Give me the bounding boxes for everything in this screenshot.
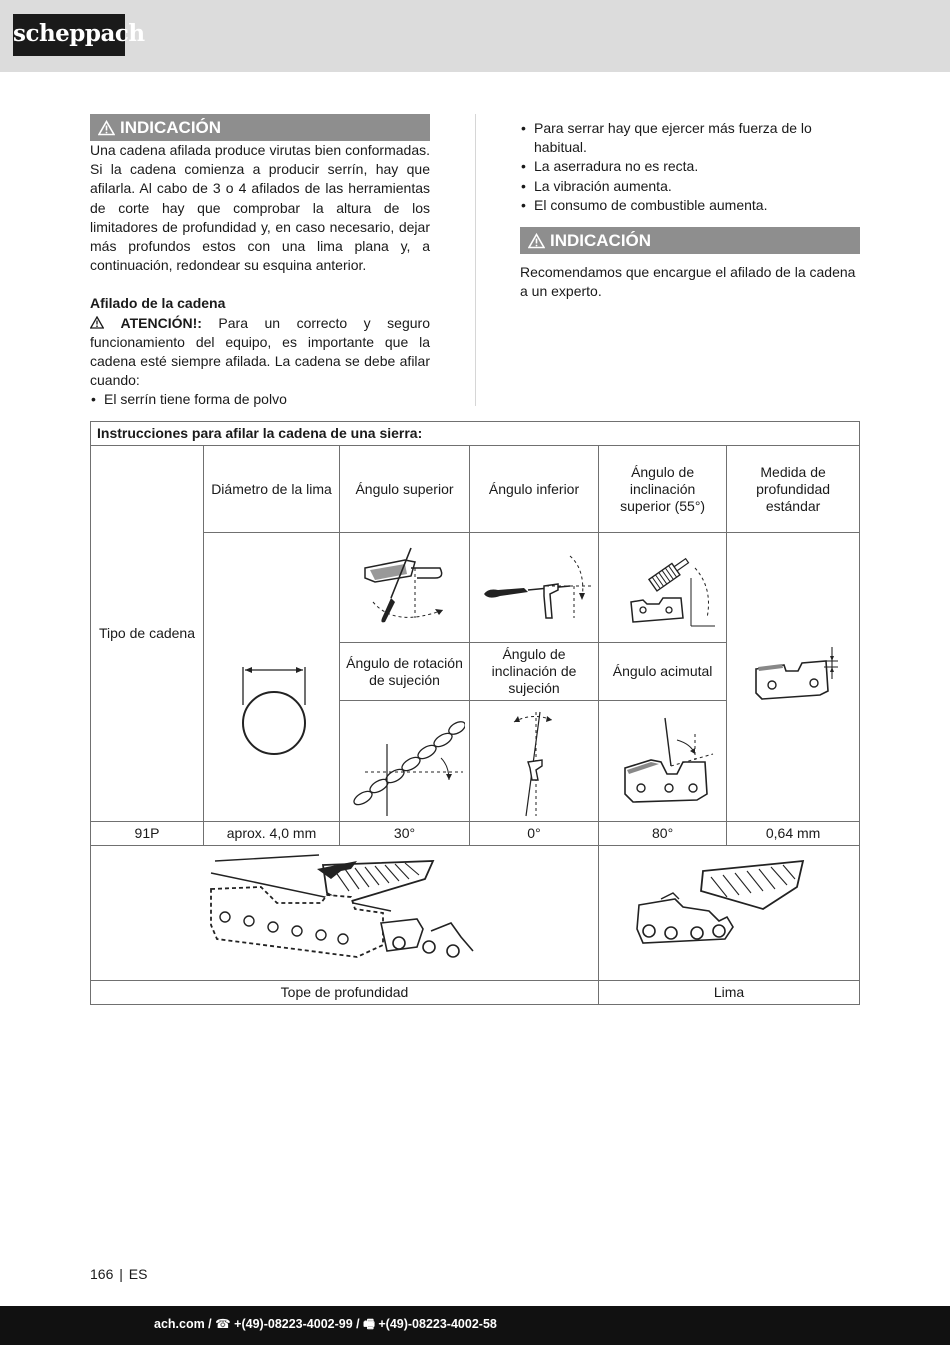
scheppach-logo: scheppach: [13, 14, 125, 56]
bottom-label: Lima: [599, 981, 860, 1005]
clamp-rotation-figure: [340, 701, 470, 822]
warning-triangle-icon: [528, 233, 545, 249]
azimuth-angle-illustration: [603, 704, 723, 819]
sharpening-table: [90, 421, 860, 1005]
bottom-label: Tope de profundidad: [91, 981, 599, 1005]
table-cell: 91P: [91, 822, 204, 846]
clamp-tilt-figure: [470, 701, 599, 822]
attention-text: Para un correcto y seguro funcionamiento del equipo, es importante que la cadena esté siempre afilada. La cadena se debe afilar cuando:: [90, 314, 430, 389]
list-item: • La aserradura no es recta.: [520, 157, 860, 176]
top-angle-illustration: [345, 538, 465, 638]
footer-contact: ach.com / ☎ +(49)-08223-4002-99 / 🖷 +(49)-08223-4002-58: [154, 1317, 497, 1331]
page-number-value: 166: [90, 1266, 114, 1282]
notice-bar: [520, 227, 860, 254]
left-column: [90, 114, 430, 410]
file-illustration: [599, 847, 859, 980]
footer-contact-bar: [0, 1306, 950, 1345]
language-code: ES: [128, 1266, 148, 1282]
top-tilt-angle-figure: [599, 533, 727, 643]
depth-gauge-illustration: [728, 637, 858, 747]
column-header: Ángulo superior: [340, 446, 470, 533]
file-diameter-figure: [204, 533, 340, 822]
list-item: • Para serrar hay que ejercer más fuerza de lo habitual.: [520, 119, 860, 157]
table-cell: 30°: [340, 822, 470, 846]
warning-triangle-icon: [90, 316, 104, 329]
clamp-rotation-illustration: [345, 704, 465, 819]
azimuth-angle-figure: [599, 701, 727, 822]
table-cell: 0°: [470, 822, 599, 846]
notice-title: INDICACIÓN: [550, 231, 652, 251]
top-tilt-angle-illustration: [603, 538, 723, 638]
sub-header: Ángulo de rotación de sujeción: [340, 643, 470, 701]
right-column: [520, 119, 860, 301]
attention-label: ATENCIÓN!:: [120, 314, 202, 331]
column-header: Diámetro de la lima: [204, 446, 340, 533]
section-title: Afilado de la cadena: [90, 295, 226, 312]
column-header: Ángulo de inclinación superior (55°): [599, 446, 727, 533]
bottom-angle-figure: [470, 533, 599, 643]
depth-limiter-illustration: [91, 847, 598, 980]
file-diameter-illustration: [207, 657, 337, 767]
list-item: • La vibración aumenta.: [520, 177, 860, 196]
notice-title: INDICACIÓN: [120, 118, 222, 137]
notice-text: Una cadena afilada produce virutas bien conformadas. Si la cadena comienza a producir serrín, hay que afilarla. Al cabo de 3 o 4 afilados de las herramientas de corte hay que comprobar la altura de los limitadores de profundidad y, en caso necesario, dejar más profundos estos con una lima plana y, a continuación, redondear su esquina anterior.: [90, 142, 430, 274]
table-cell: 80°: [599, 822, 727, 846]
column-header: Ángulo inferior: [470, 446, 599, 533]
list-item: • El serrín tiene forma de polvo: [90, 390, 430, 409]
top-angle-figure: [340, 533, 470, 643]
sub-header: Ángulo acimutal: [599, 643, 727, 701]
notice-bar: [90, 114, 430, 141]
right-bullet-list: [520, 119, 860, 215]
warning-triangle-icon: [98, 120, 115, 136]
table-cell: 0,64 mm: [727, 822, 860, 846]
depth-limiter-figure: [91, 846, 599, 981]
page-number: 166 | ES: [90, 1266, 148, 1282]
table-cell: aprox. 4,0 mm: [204, 822, 340, 846]
depth-gauge-figure: [727, 533, 860, 822]
file-figure: [599, 846, 860, 981]
column-header: Medida de profundidad estándar: [727, 446, 860, 533]
attention-paragraph: [90, 314, 430, 391]
bottom-angle-illustration: [474, 538, 594, 638]
page-header: [0, 0, 950, 72]
row-label: Tipo de cadena: [91, 446, 204, 822]
table-title: Instrucciones para afilar la cadena de una sierra:: [91, 422, 860, 446]
notice-text: Recomendamos que encargue el afilado de la cadena a un experto.: [520, 264, 856, 300]
list-item: • El consumo de combustible aumenta.: [520, 196, 860, 215]
clamp-tilt-illustration: [474, 704, 594, 819]
sub-header: Ángulo de inclinación de sujeción: [470, 643, 599, 701]
column-divider: [475, 114, 476, 406]
left-bullet-list: [90, 390, 430, 409]
